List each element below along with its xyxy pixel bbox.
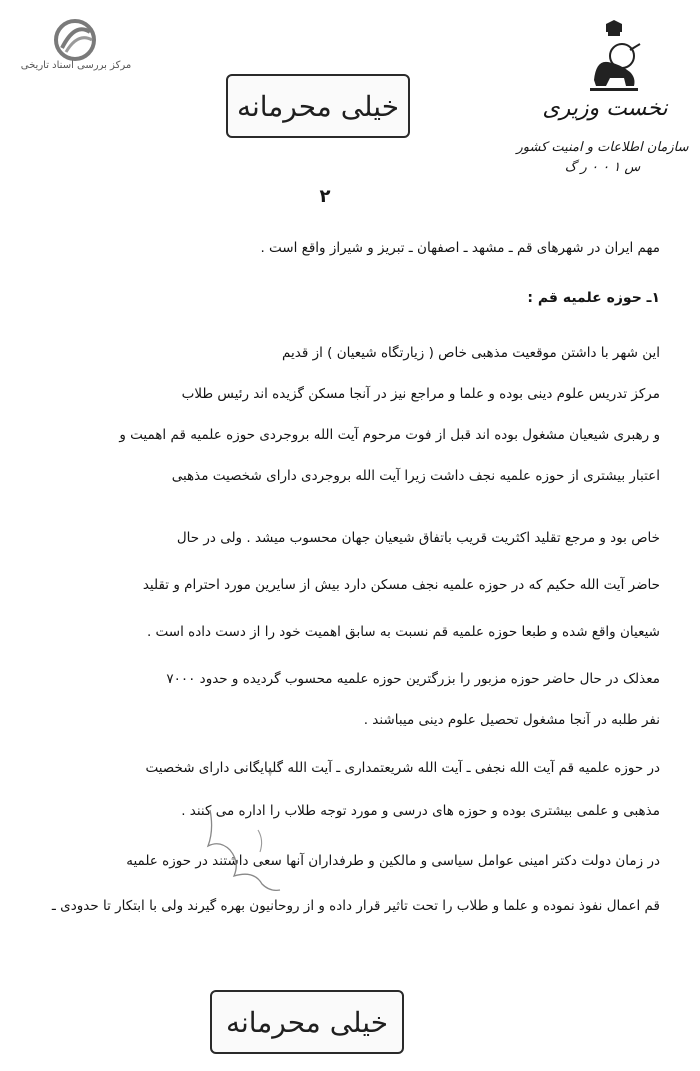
body-line: مرکز تدریس علوم دینی بوده و علما و مراجع نیز در آنجا مسکن گزیده اند رئیس طلاب — [181, 386, 660, 402]
section-heading: ۱ـ حوزه علمیه قم : — [527, 290, 660, 306]
body-line: اعتبار بیشتری از حوزه علمیه نجف داشت زیرا آیت الله بروجردی دارای شخصیت مذهبی — [171, 468, 660, 484]
reference-number: س ۱ ۰ ۰ ر گ — [564, 159, 641, 175]
letterhead-organization — [515, 138, 690, 177]
archive-logo-icon — [50, 18, 100, 64]
organization-name: سازمان اطلاعات و امنیت کشور — [516, 140, 689, 155]
page-number: ۲ — [319, 186, 331, 207]
classification-stamp-bottom: خیلی محرمانه — [210, 990, 404, 1054]
body-line: و رهبری شیعیان مشغول بوده اند قبل از فوت مرحوم آیت الله بروجردی حوزه علمیه قم اهمیت و — [119, 427, 660, 443]
archive-name: مرکز بررسی اسناد تاریخی — [20, 60, 132, 71]
body-line: در زمان دولت دکتر امینی عوامل سیاسی و مالکین و طرفداران آنها سعی داشتند در حوزه علمیه — [126, 853, 660, 869]
body-line: خاص بود و مرجع تقلید اکثریت قریب باتفاق شیعیان جهان محسوب میشد . ولی در حال — [176, 530, 660, 546]
letterhead-office: نخست وزیری — [542, 96, 668, 121]
body-line: قم اعمال نفوذ نموده و علما و طلاب را تحت تاثیر قرار داده و از روحانیون بهره گیرند ولی با ابتکار تا حدودی ـ — [51, 898, 660, 914]
intro-line: مهم ایران در شهرهای قم ـ مشهد ـ اصفهان ـ تبریز و شیراز واقع است . — [260, 240, 660, 256]
body-line: حاضر آیت الله حکیم که در حوزه علمیه نجف مسکن دارد بیش از سایرین مورد احترام و تقلید — [142, 577, 660, 593]
body-line: شیعیان واقع شده و طبعا حوزه علمیه قم نسبت به سابق اهمیت خود را از دست داده است . — [146, 624, 660, 640]
lion-and-sun-emblem-icon — [586, 20, 642, 94]
body-line: مذهبی و علمی بیشتری بوده و حوزه های درسی و مورد توجه طلاب را اداره می کنند . — [181, 803, 660, 819]
body-line: نفر طلبه در آنجا مشغول تحصیل علوم دینی میباشند . — [363, 712, 660, 728]
body-line: این شهر با داشتن موقعیت مذهبی خاص ( زیارتگاه شیعیان ) از قدیم — [282, 345, 660, 361]
body-line: در حوزه علمیه قم آیت الله نجفی ـ آیت الله شریعتمداری ـ آیت الله گلپایگانی دارای شخصیت — [145, 760, 660, 776]
body-line: معذلک در حال حاضر حوزه مزبور را بزرگترین حوزه علمیه محسوب گردیده و حدود ۷۰۰۰ — [166, 671, 660, 687]
classification-stamp-top: خیلی محرمانه — [226, 74, 410, 138]
pen-scribble-mark — [200, 800, 290, 900]
